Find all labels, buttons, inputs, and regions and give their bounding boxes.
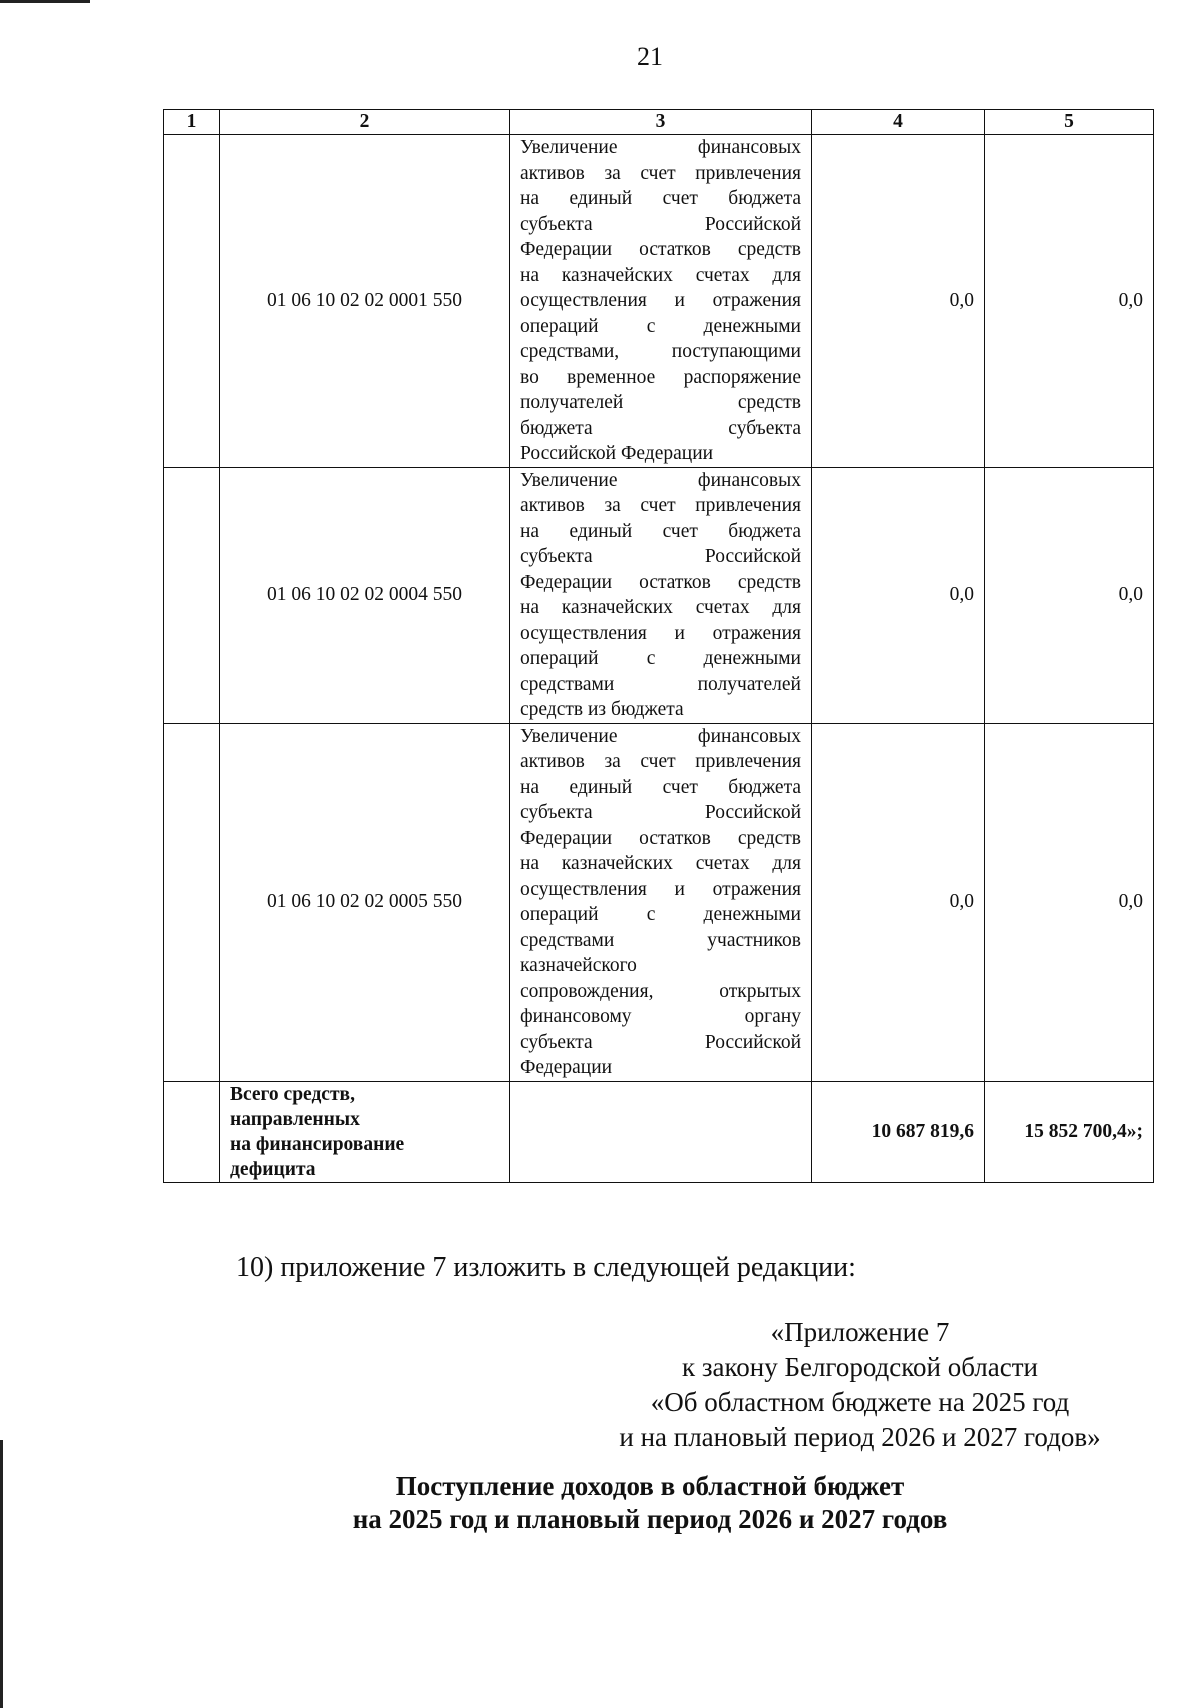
description-line: Увеличение финансовых [520,725,801,747]
description-line: на единый счет бюджета [520,520,801,542]
row-number-cell [164,723,220,1081]
description-line: финансовому органу [520,1006,801,1027]
table-row [164,467,1154,723]
column-header: 3 [510,110,812,135]
description-line: осуществления и отражения [520,878,801,900]
amount-2026-cell: 0,0 [985,723,1154,1081]
description-line: субъекта Российской [520,1031,801,1053]
description-line: Федерации остатков средств [520,827,801,849]
description-line: субъекта Российской [520,213,801,235]
description-line: на казначейских счетах для [520,264,801,286]
description-line: на казначейских счетах для [520,597,801,618]
description-line: сопровождения, открытых [520,980,801,1002]
description-cell [510,723,812,1081]
description-line: Федерации [520,1057,613,1078]
description-line: средств из бюджета [520,699,684,720]
total-row [164,1081,1154,1182]
description-line: Федерации остатков средств [520,571,801,593]
description-line: Увеличение финансовых [520,469,801,491]
description-line: операций с денежными [520,315,801,337]
table-row [164,723,1154,1081]
description-cell [510,135,812,468]
description-line: субъекта Российской [520,802,801,823]
description-line: Увеличение финансовых [520,137,801,158]
description-line: активов за счет привлечения [520,162,801,184]
amount-2025-cell: 0,0 [812,135,985,468]
column-header: 4 [812,110,985,135]
budget-code-cell: 01 06 10 02 02 0005 550 [220,723,510,1081]
row-number-cell [164,135,220,468]
total-description-cell [510,1081,812,1182]
table-row [164,135,1154,468]
amount-2026-cell: 0,0 [985,467,1154,723]
section-title [0,1470,1200,1536]
budget-table [163,109,1154,1183]
description-line: казначейского [520,955,637,976]
budget-code-cell: 01 06 10 02 02 0004 550 [220,467,510,723]
page-number: 21 [637,42,663,71]
amount-2025-cell: 0,0 [812,467,985,723]
title-line: Поступление доходов в областной бюджет [395,1471,905,1501]
total-empty-cell [164,1081,220,1182]
description-line: Российской Федерации [520,443,714,464]
table-header-row [164,110,1154,135]
column-header: 2 [220,110,510,135]
title-line: на 2025 год и плановый период 2026 и 2027 годов [352,1504,948,1534]
description-line: во временное распоряжение [520,366,801,388]
description-line: операций с денежными [520,904,801,925]
description-line: осуществления и отражения [520,622,801,644]
description-line: бюджета субъекта [520,417,801,439]
description-line: на казначейских счетах для [520,853,801,874]
description-line: средствами, поступающими [520,341,801,362]
amount-2026-cell: 0,0 [985,135,1154,468]
description-line: осуществления и отражения [520,290,801,311]
column-header: 1 [164,110,220,135]
appendix-line: «Об областном бюджете на 2025 год [650,1387,1070,1417]
total-label-cell [220,1081,510,1182]
description-line: субъекта Российской [520,546,801,567]
description-line: операций с денежными [520,648,801,669]
total-2025-cell: 10 687 819,6 [812,1081,985,1182]
total-label-line: дефицита [230,1158,316,1180]
scan-edge-top [0,0,90,3]
appendix-line: к закону Белгородской области [682,1352,1038,1382]
description-line: на единый счет бюджета [520,188,801,209]
description-line: средствами получателей [520,673,801,695]
appendix-line: «Приложение 7 [770,1317,950,1347]
column-header: 5 [985,110,1154,135]
appendix-header [560,1315,1160,1455]
description-line: на единый счет бюджета [520,776,801,798]
total-2026-cell: 15 852 700,4»; [985,1081,1154,1182]
description-line: средствами участников [520,929,801,951]
description-cell [510,467,812,723]
budget-code-cell: 01 06 10 02 02 0001 550 [220,135,510,468]
appendix-line: и на плановый период 2026 и 2027 годов» [619,1422,1101,1452]
point-10-text: 10) приложение 7 изложить в следующей редакции: [236,1252,856,1283]
total-label-line: Всего средств, [230,1083,355,1105]
total-label-line: на финансирование [230,1133,405,1155]
total-label-line: направленных [230,1108,360,1130]
description-line: Федерации остатков средств [520,239,801,260]
description-line: активов за счет привлечения [520,751,801,772]
description-line: получателей средств [520,392,801,413]
row-number-cell [164,467,220,723]
description-line: активов за счет привлечения [520,495,801,516]
amount-2025-cell: 0,0 [812,723,985,1081]
